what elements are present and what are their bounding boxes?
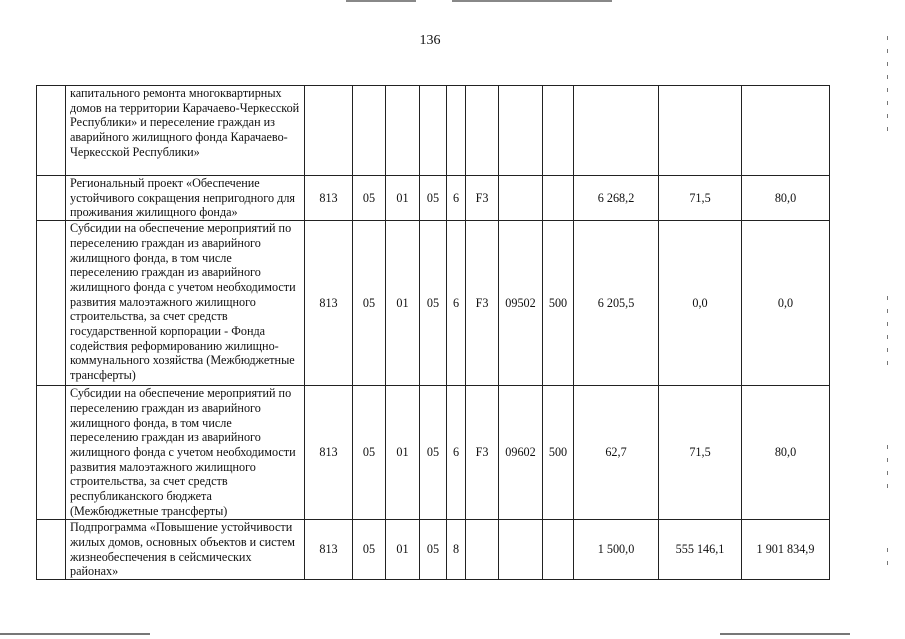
code-cell: 01 [386,221,420,386]
scan-edge-marks [887,296,889,374]
code-cell [386,86,420,176]
row-description: Региональный проект «Обеспечение устойчивого сокращения непригодного для проживания жилищного фонда» [66,176,305,221]
code-cell [305,86,353,176]
code-cell [499,520,543,580]
code-cell [543,520,574,580]
table-row [37,86,830,176]
row-description: Субсидии на обеспечение мероприятий по переселению граждан из аварийного жилищного фонда, в том числе переселению граждан из аварийного жилищного фонда с учетом необходимости развития малоэтажного жилищного строительства, за счет средств республиканского бюджета (Межбюджетные трансферты) [66,386,305,520]
code-cell [543,86,574,176]
code-cell: 05 [353,520,386,580]
code-cell [466,520,499,580]
code-cell: 05 [353,386,386,520]
amount-cell: 62,7 [574,386,659,520]
code-cell: 01 [386,520,420,580]
scan-edge-marks [887,548,889,574]
amount-cell: 555 146,1 [659,520,742,580]
row-index-cell [37,86,66,176]
scan-edge-marks [887,445,889,497]
code-cell [353,86,386,176]
code-cell: 813 [305,176,353,221]
code-cell: F3 [466,176,499,221]
code-cell: 09502 [499,221,543,386]
table-row [37,386,830,520]
table-row [37,221,830,386]
row-index-cell [37,221,66,386]
code-cell: 05 [353,221,386,386]
code-cell [420,86,447,176]
row-description: Субсидии на обеспечение мероприятий по переселению граждан из аварийного жилищного фонда, в том числе переселению граждан из аварийного жилищного фонда с учетом необходимости развития малоэтажного жилищного строительства, за счет средств государственной корпорации - Фонда содействия реформированию жилищно-коммунального хозяйства (Межбюджетные трансферты) [66,221,305,386]
code-cell: 05 [420,520,447,580]
page-number: 136 [419,33,441,48]
amount-cell [742,86,830,176]
scan-bottom-rule [720,633,850,635]
code-cell: 6 [447,386,466,520]
code-cell: 01 [386,176,420,221]
code-cell: 05 [420,221,447,386]
amount-cell: 1 500,0 [574,520,659,580]
amount-cell: 80,0 [742,176,830,221]
code-cell: 05 [353,176,386,221]
row-index-cell [37,520,66,580]
code-cell: 05 [420,176,447,221]
budget-table [36,85,830,580]
row-index-cell [37,386,66,520]
scan-top-rule [346,0,416,2]
table-row [37,520,830,580]
code-cell: 01 [386,386,420,520]
code-cell: 09602 [499,386,543,520]
code-cell: 6 [447,221,466,386]
amount-cell: 71,5 [659,176,742,221]
code-cell [447,86,466,176]
code-cell [466,86,499,176]
code-cell: 500 [543,386,574,520]
row-index-cell [37,176,66,221]
scan-bottom-rule [0,633,150,635]
scan-top-rule [452,0,612,2]
amount-cell [659,86,742,176]
amount-cell [574,86,659,176]
code-cell: 500 [543,221,574,386]
code-cell: 8 [447,520,466,580]
amount-cell: 6 205,5 [574,221,659,386]
code-cell: 05 [420,386,447,520]
code-cell: 6 [447,176,466,221]
code-cell [499,176,543,221]
table-row [37,176,830,221]
code-cell: 813 [305,221,353,386]
code-cell: 813 [305,386,353,520]
code-cell: 813 [305,520,353,580]
code-cell [543,176,574,221]
code-cell: F3 [466,386,499,520]
amount-cell: 0,0 [659,221,742,386]
amount-cell: 1 901 834,9 [742,520,830,580]
scan-edge-marks [887,36,889,140]
amount-cell: 71,5 [659,386,742,520]
code-cell: F3 [466,221,499,386]
amount-cell: 0,0 [742,221,830,386]
code-cell [499,86,543,176]
amount-cell: 80,0 [742,386,830,520]
amount-cell: 6 268,2 [574,176,659,221]
row-description: Подпрограмма «Повышение устойчивости жилых домов, основных объектов и систем жизнеобеспечения в сейсмических районах» [66,520,305,580]
row-description: капитального ремонта многоквартирных домов на территории Карачаево-Черкесской Республики» и переселение граждан из аварийного жилищного фонда Карачаево-Черкесской Республики» [66,86,305,176]
